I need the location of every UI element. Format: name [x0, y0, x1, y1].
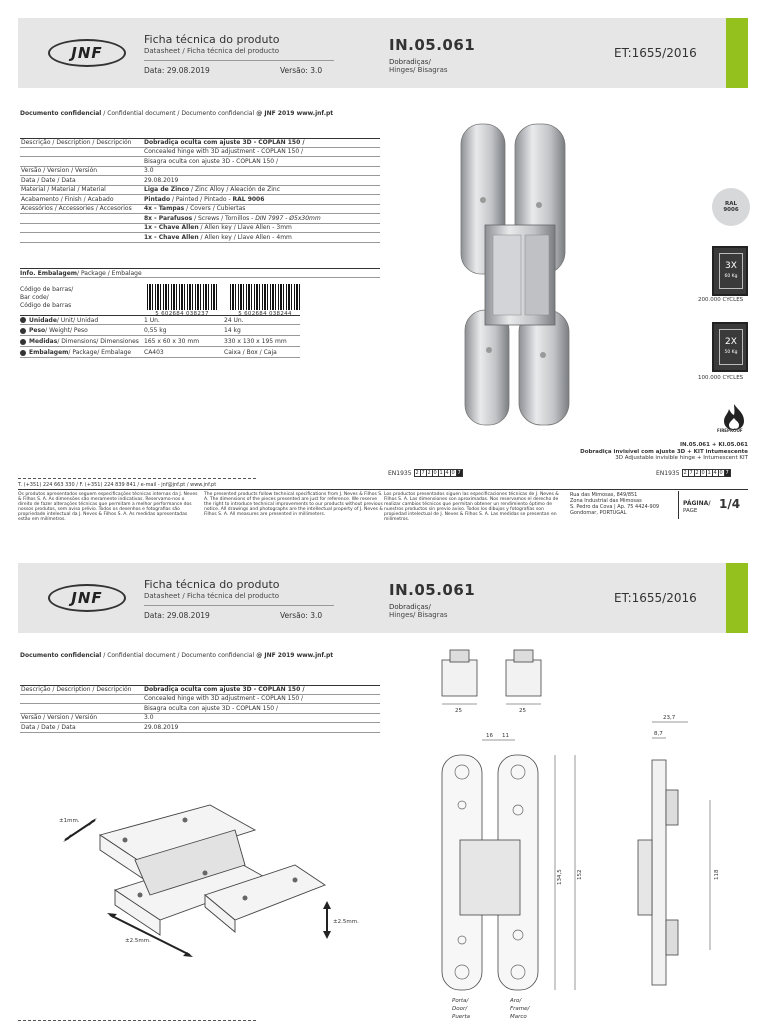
doc-title: Ficha técnica do produto — [144, 33, 280, 46]
packaging-header — [20, 268, 380, 278]
en1935-code-left — [388, 469, 462, 477]
pack-row-size — [20, 337, 300, 347]
dimension-152: 152 — [577, 869, 583, 880]
dimension-16: 16 — [486, 733, 493, 739]
spec-label: Descrição / Description / Descripción — [21, 686, 132, 694]
cycles-inner — [719, 329, 743, 365]
spec-row — [20, 723, 380, 733]
spec-table — [20, 138, 380, 243]
cycles-multiplier: 3X — [725, 261, 737, 271]
confidential-copyright: @ JNF 2019 www.jnf.pt — [254, 652, 334, 659]
spec-value: Dobradiça oculta com ajuste 3D - COPLAN 150 / — [144, 139, 305, 147]
confidential-label: Documento confidencial — [20, 652, 102, 659]
logo-text: JNF — [71, 589, 103, 607]
pack-value: 14 kg — [224, 327, 241, 334]
door-label: Door/ — [452, 1006, 468, 1012]
cycles-weight: 60 Kg — [724, 274, 738, 279]
spec-value-bold: RAL 9006 — [232, 195, 265, 203]
en1935-digit: 2 — [427, 470, 431, 476]
spec-row — [20, 224, 380, 234]
spec-value-bold: Liga de Zinco — [144, 186, 190, 194]
en1935-digit: 0 — [451, 470, 455, 476]
footer-contact: T. (+351) 224 663 330 / F. (+351) 224 839 841 / e-mail - jnf@jnf.pt / www.jnf.pt — [18, 482, 217, 488]
cycles-label: 100.000 CYCLES — [698, 375, 744, 381]
tolerance-label-25mm-a: ±2.5mm. — [125, 938, 151, 944]
packaging-head-label: Info. Embalagem — [20, 269, 78, 277]
jnf-logo — [48, 39, 126, 67]
en1935-code-right — [656, 469, 730, 477]
doc-subtitle: Datasheet / Ficha técnica del producto — [144, 592, 279, 600]
unit-icon — [20, 317, 26, 323]
page-label-en: PAGE — [683, 508, 698, 514]
frame-label: Marco — [510, 1014, 527, 1020]
barcode-label-2: Bar code/ — [20, 294, 49, 301]
accent-bar — [726, 563, 748, 633]
pack-label-rest: / Weight/ Peso — [45, 327, 88, 334]
barcode-bars — [147, 284, 217, 310]
jnf-logo — [48, 584, 126, 612]
en1935-digit: 7 — [689, 470, 693, 476]
et-code: ET:1655/2016 — [614, 591, 697, 605]
dimension-8-7: 8,7 — [654, 731, 663, 737]
doc-version: Versão: 3.0 — [280, 611, 323, 620]
pack-label: Medidas — [29, 338, 58, 345]
spec-row — [20, 167, 380, 177]
confidential-rest: / Confidential document / Documento confidencial — [101, 110, 255, 117]
barcode-label-1: Código de barras/ — [20, 286, 74, 293]
dashed-divider — [18, 478, 256, 479]
doc-date: Data: 29.08.2019 — [144, 611, 210, 620]
header-band — [18, 563, 748, 633]
dimension-134-5: 134,5 — [557, 869, 563, 885]
packaging-section — [20, 268, 380, 356]
en1935-digit: 0 — [701, 470, 705, 476]
fire-text-en: 3D Adjustable invisible hinge + Intumescent KIT — [615, 455, 748, 461]
spec-row — [20, 714, 380, 724]
dimension-25-left: 25 — [455, 708, 462, 714]
en1935-digit: 2 — [695, 470, 699, 476]
spec-row — [20, 138, 380, 148]
spec-row — [20, 148, 380, 158]
pack-value: 330 x 130 x 195 mm — [224, 338, 287, 345]
spec-row — [20, 195, 380, 205]
spec-value: 29.08.2019 — [144, 723, 179, 731]
packaging-head-rest: / Package / Embalage — [77, 269, 142, 277]
spec-value: 29.08.2019 — [144, 176, 179, 184]
spec-label: Material / Material / Material — [21, 186, 106, 194]
spec-value: Bisagra oculta con ajuste 3D - COPLAN 150 / — [144, 157, 279, 165]
page-number: 1/4 — [719, 497, 741, 511]
confidential-rest: / Confidential document / Documento confidencial — [101, 652, 255, 659]
technical-drawings — [420, 640, 750, 1024]
spec-value: / Painted / Pintado - — [170, 195, 233, 203]
en1935-boxes — [682, 469, 730, 477]
pack-value: 24 Un. — [224, 316, 244, 324]
pack-row-unit — [20, 315, 300, 325]
en1935-digit: 0 — [719, 470, 723, 476]
fire-code: IN.05.061 + KI.05.061 — [679, 442, 748, 448]
footer-disclaimer-es: Los productos presentados siguen las especificaciones técnicas de J. Neves & Filhos S. A. Las dimensiones son aproximadas. Nos reservamos el derecho de realizar cambios técnicos que permitan obtener un rendimiento óptimo de nuestros productos sin previo aviso. Todos los dibujos y fotografías son propiedad intelectual de J. Neves & Filhos S. A. Las medidas se presentan en milímetros. — [384, 492, 559, 522]
cycles-label: 200.000 CYCLES — [698, 297, 744, 303]
en1935-digit: 7 — [421, 470, 425, 476]
confidential-notice — [20, 652, 333, 659]
door-label: Puerta — [452, 1014, 470, 1020]
en1935-boxes — [414, 469, 462, 477]
spec-row — [20, 214, 380, 224]
dashed-divider — [18, 1020, 256, 1021]
spec-row — [20, 685, 380, 695]
frame-label: Frame/ — [510, 1006, 530, 1012]
spec-value: / Covers / Cubiertas — [184, 205, 246, 213]
datasheet-page-2 — [0, 545, 768, 1024]
spec-value: / Screws / Tornillos - — [192, 214, 256, 222]
en1935-digit: 4 — [445, 470, 449, 476]
page-label: PÁGINA/ — [683, 500, 711, 507]
pack-label: Embalagem — [29, 349, 69, 356]
fire-kit-description — [580, 442, 748, 462]
cycles-multiplier: 2X — [725, 337, 737, 347]
pack-row-package — [20, 348, 300, 358]
category-pt: Dobradiças/ — [389, 58, 431, 66]
barcode-box — [230, 284, 300, 318]
en1935-digit: 7 — [725, 470, 729, 476]
spec-row — [20, 233, 380, 243]
spec-value: Bisagra oculta con ajuste 3D - COPLAN 150 / — [144, 704, 279, 712]
spec-value: Concealed hinge with 3D adjustment - COPLAN 150 / — [144, 695, 304, 703]
weight-icon — [20, 328, 26, 334]
spec-label: Versão / Version / Versión — [21, 714, 98, 722]
spec-value: Dobradiça oculta com ajuste 3D - COPLAN 150 / — [144, 686, 305, 694]
product-code: IN.05.061 — [389, 36, 476, 54]
confidential-label: Documento confidencial — [20, 110, 102, 117]
doc-date: Data: 29.08.2019 — [144, 66, 210, 75]
ral-code: 9006 — [723, 207, 739, 213]
spec-value-bold: 4x - Tampas — [144, 205, 185, 213]
spec-row — [20, 205, 380, 215]
spec-table — [20, 685, 380, 733]
spec-label: Data / Date / Data — [21, 176, 76, 184]
cycles-inner — [719, 253, 743, 289]
ral-badge — [712, 188, 750, 226]
tolerance-label-25mm-b: ±2.5mm. — [333, 919, 359, 925]
package-icon — [20, 350, 26, 356]
pack-value: 165 x 60 x 30 mm — [144, 338, 200, 345]
barcode-bars — [230, 284, 300, 310]
product-code: IN.05.061 — [389, 581, 476, 599]
spec-value: / Zinc Alloy / Aleación de Zinc — [189, 186, 281, 194]
footer-address — [570, 492, 659, 516]
spec-value-bold: 8x - Parafusos — [144, 214, 193, 222]
ral-label: RAL — [725, 201, 737, 207]
spec-row — [20, 186, 380, 196]
frame-label: Aro/ — [510, 998, 522, 1004]
pack-label: Unidade — [29, 316, 57, 324]
barcode-unit — [147, 284, 217, 318]
et-code: ET:1655/2016 — [614, 46, 697, 60]
header-divider — [144, 605, 334, 606]
pack-label-rest: / Dimensions/ Dimensiones — [57, 338, 139, 345]
spec-label: Versão / Version / Versión — [21, 167, 98, 175]
cycles-badge-100k — [712, 322, 748, 372]
spec-value: 3.0 — [144, 167, 154, 175]
address-line: Rua das Mimosas, 849/851 — [570, 492, 638, 498]
spec-label: Data / Date / Data — [21, 723, 76, 731]
en1935-digit: 4 — [713, 470, 717, 476]
pack-label: Peso — [29, 327, 46, 334]
page-indicator — [678, 491, 750, 519]
hinge-photo — [455, 120, 595, 430]
dimension-23-7: 23,7 — [663, 715, 676, 721]
spec-value-bold: Pintado — [144, 195, 171, 203]
spec-value-bold: 1x - Chave Allen — [144, 233, 199, 241]
tolerance-label-1mm: ±1mm. — [59, 818, 80, 824]
accent-bar — [726, 18, 748, 88]
en1935-digit: 0 — [433, 470, 437, 476]
doc-subtitle: Datasheet / Ficha técnica del producto — [144, 47, 279, 55]
door-label: Porta/ — [452, 998, 469, 1004]
en1935-label: EN1935 — [388, 469, 412, 477]
cycles-weight: 50 Kg — [724, 350, 738, 355]
isometric-hinge-drawing — [55, 795, 365, 975]
barcode-label-3: Código de barras — [20, 302, 72, 309]
header-band — [18, 18, 748, 88]
category-en: Hinges/ Bisagras — [389, 66, 448, 74]
footer-disclaimer-en: The presented products follow technical specifications from J. Neves & Filhos S. A. The dimensions of the pieces presented are just for reference. We reserve the right to introduce technical improvements to our products without previous notice. All drawings and photographs are the intellectual property of J. Neves & Filhos S. A. All measures are presented in millimeters. — [204, 492, 383, 517]
doc-title: Ficha técnica do produto — [144, 578, 280, 591]
pack-value: 1 Un. — [144, 316, 160, 324]
address-line: Gondomar, PORTUGAL — [570, 510, 627, 516]
category-en: Hinges/ Bisagras — [389, 611, 448, 619]
en1935-label: EN1935 — [656, 469, 680, 477]
fireproof-label: FIREPROOF — [717, 428, 743, 433]
cycles-badge-200k — [712, 246, 748, 296]
pack-value: Caixa / Box / Caja — [224, 349, 277, 356]
en1935-digit: 7 — [457, 470, 461, 476]
footer-rule — [18, 489, 748, 490]
spec-value: / Allen key / Llave Allen - 4mm — [198, 233, 292, 241]
barcode-number: 5 602684 038244 — [238, 311, 292, 317]
spec-row — [20, 704, 380, 714]
spec-value: Concealed hinge with 3D adjustment - COPLAN 150 / — [144, 148, 304, 156]
spec-value: / Allen key / Llave Allen - 3mm — [198, 224, 292, 232]
barcode-label — [20, 286, 140, 310]
dimension-25-right: 25 — [519, 708, 526, 714]
spec-row — [20, 695, 380, 705]
spec-label: Acabamento / Finish / Acabado — [21, 195, 114, 203]
spec-value: 3.0 — [144, 714, 154, 722]
spec-row — [20, 157, 380, 167]
pack-row-weight — [20, 326, 300, 336]
pack-value: 0,55 kg — [144, 327, 167, 334]
footer-disclaimer-pt: Os produtos apresentados seguem especificações técnicas internas da J. Neves & Filhos S. A. As dimensões são meramente indicativas. Reservamo-nos o direito de fazer alterações técnicas que permitam a melhor performance dos nossos produtos, sem aviso prévio. Todos os desenhos e fotografias são propriedade intelectual da J. Neves & Filhos S. A. As medidas apresentadas estão em milímetros. — [18, 492, 198, 522]
confidential-copyright: @ JNF 2019 www.jnf.pt — [254, 110, 334, 117]
confidential-notice — [20, 110, 333, 117]
pack-label-rest: / Unit/ Unidad — [56, 316, 99, 324]
pack-label-rest: / Package/ Embalage — [68, 349, 132, 356]
en1935-digit: 2 — [415, 470, 419, 476]
doc-version: Versão: 3.0 — [280, 66, 323, 75]
spec-label: Acessórios / Accessories / Accesorios — [21, 205, 132, 213]
logo-text: JNF — [71, 44, 103, 62]
dimensions-icon — [20, 339, 26, 345]
en1935-digit: 1 — [439, 470, 443, 476]
en1935-digit: 2 — [683, 470, 687, 476]
spec-value-bold: 1x - Chave Allen — [144, 224, 199, 232]
pack-value: CA403 — [144, 349, 164, 356]
fire-text-pt: Dobradiça invisível com ajuste 3D + KIT intumescente — [580, 448, 748, 455]
category-pt: Dobradiças/ — [389, 603, 431, 611]
en1935-digit: 1 — [707, 470, 711, 476]
dimension-11: 11 — [502, 733, 509, 739]
spec-label: Descrição / Description / Descripción — [21, 139, 132, 147]
spec-row — [20, 176, 380, 186]
dimension-118: 118 — [714, 869, 720, 880]
spec-value-italic: DIN 7997 - Ø5x30mm — [255, 214, 321, 222]
address-line: S. Pedro da Cova | Ap. 75 4424-909 — [570, 504, 660, 510]
barcode-number: 5 602684 038237 — [155, 311, 209, 317]
address-line: Zona Industrial das Mimosas — [570, 498, 642, 504]
header-divider — [144, 60, 334, 61]
